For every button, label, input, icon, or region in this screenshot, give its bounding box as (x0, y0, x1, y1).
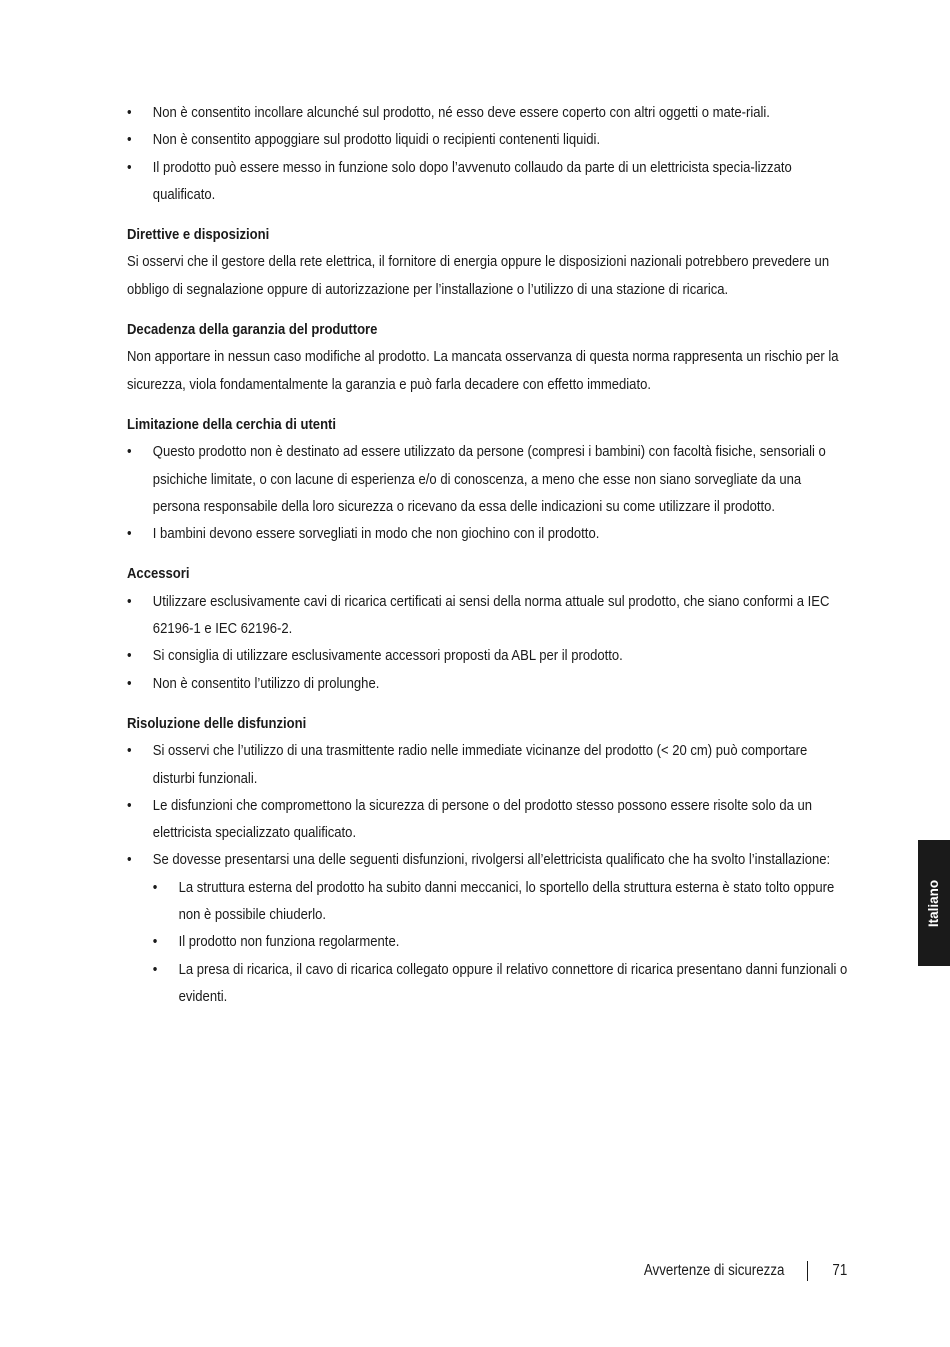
list-item: • Non è consentito incollare alcunché sul prodotto, né esso deve essere coperto con altri oggetti o mate-riali. (127, 99, 851, 126)
list-item (127, 846, 851, 1010)
section-body: Si osservi che il gestore della rete elettrica, il fornitore di energia oppure le disposizioni nazionali potrebbero prevedere un obbligo di segnalazione oppure di autorizzazione per l’installazione o l’utilizzo di una stazione di ricarica. (127, 253, 830, 298)
footer-section-title: Avvertenze di sicurezza (644, 1262, 785, 1279)
sub-list-item: • La struttura esterna del prodotto ha subito danni meccanici, lo sportello della struttura esterna è stato tolto oppure non è possibile chiuderlo. (153, 874, 851, 929)
list-item: • Le disfunzioni che compromettono la sicurezza di persone o del prodotto stesso possono essere risolte solo da un elettricista specializzato qualificato. (127, 792, 851, 847)
accessories-bullet-list (127, 588, 851, 697)
page-number: 71 (832, 1262, 847, 1279)
list-item: • Si consiglia di utilizzare esclusivamente accessori proposti da ABL per il prodotto. (127, 642, 851, 669)
section-heading: Accessori (127, 565, 190, 583)
list-item: • Si osservi che l’utilizzo di una trasmittente radio nelle immediate vicinanze del prodotto (< 20 cm) può comportare disturbi funzionali. (127, 737, 851, 792)
list-item-text: Se dovesse presentarsi una delle seguenti disfunzioni, rivolgersi all’elettricista qualificato che ha svolto l’installazione: (152, 851, 831, 869)
intro-bullet-list (127, 99, 851, 208)
page-footer (621, 1261, 847, 1281)
text-block (127, 99, 851, 1010)
language-tab-label: Italiano (926, 879, 942, 927)
page-content (127, 99, 851, 1010)
list-item: • I bambini devono essere sorvegliati in modo che non giochino con il prodotto. (127, 520, 851, 547)
list-item: • Questo prodotto non è destinato ad essere utilizzato da persone (compresi i bambini) con facoltà fisiche, sensoriali o psichiche limitate, o con lacune di esperienza e/o di conoscenza, a meno che esse non siano sorvegliate da una persona responsabile della loro sicurezza o ricevano da essa delle indicazioni su come utilizzare il prodotto. (127, 438, 851, 520)
footer-divider (807, 1261, 808, 1281)
section-heading: Risoluzione delle disfunzioni (127, 714, 307, 732)
section-heading: Decadenza della garanzia del produttore (127, 321, 378, 339)
malfunction-bullet-list (127, 737, 851, 1010)
list-item: • Utilizzare esclusivamente cavi di ricarica certificati ai sensi della norma attuale sul prodotto, che siano conformi a IEC 62196-1 e IEC 62196-2. (127, 588, 851, 643)
list-item: • Non è consentito l’utilizzo di prolunghe. (127, 670, 851, 697)
list-item: • Il prodotto può essere messo in funzione solo dopo l’avvenuto collaudo da parte di un elettricista specia-lizzato qualificato. (127, 154, 851, 209)
sub-list-item: • Il prodotto non funziona regolarmente. (153, 928, 851, 955)
language-tab (918, 840, 950, 966)
users-bullet-list (127, 438, 851, 547)
list-item: • Non è consentito appoggiare sul prodotto liquidi o recipienti contenenti liquidi. (127, 126, 851, 153)
section-body: Non apportare in nessun caso modifiche al prodotto. La mancata osservanza di questa norma rappresenta un rischio per la sicurezza, viola fondamentalmente la garanzia e può farla decadere con effetto immediato. (127, 348, 839, 393)
section-heading: Direttive e disposizioni (127, 226, 270, 244)
sub-list-item: • La presa di ricarica, il cavo di ricarica collegato oppure il relativo connettore di ricarica presentano danni funzionali o evidenti. (153, 956, 851, 1011)
section-heading: Limitazione della cerchia di utenti (127, 415, 337, 433)
malfunction-sub-list (153, 874, 851, 1010)
